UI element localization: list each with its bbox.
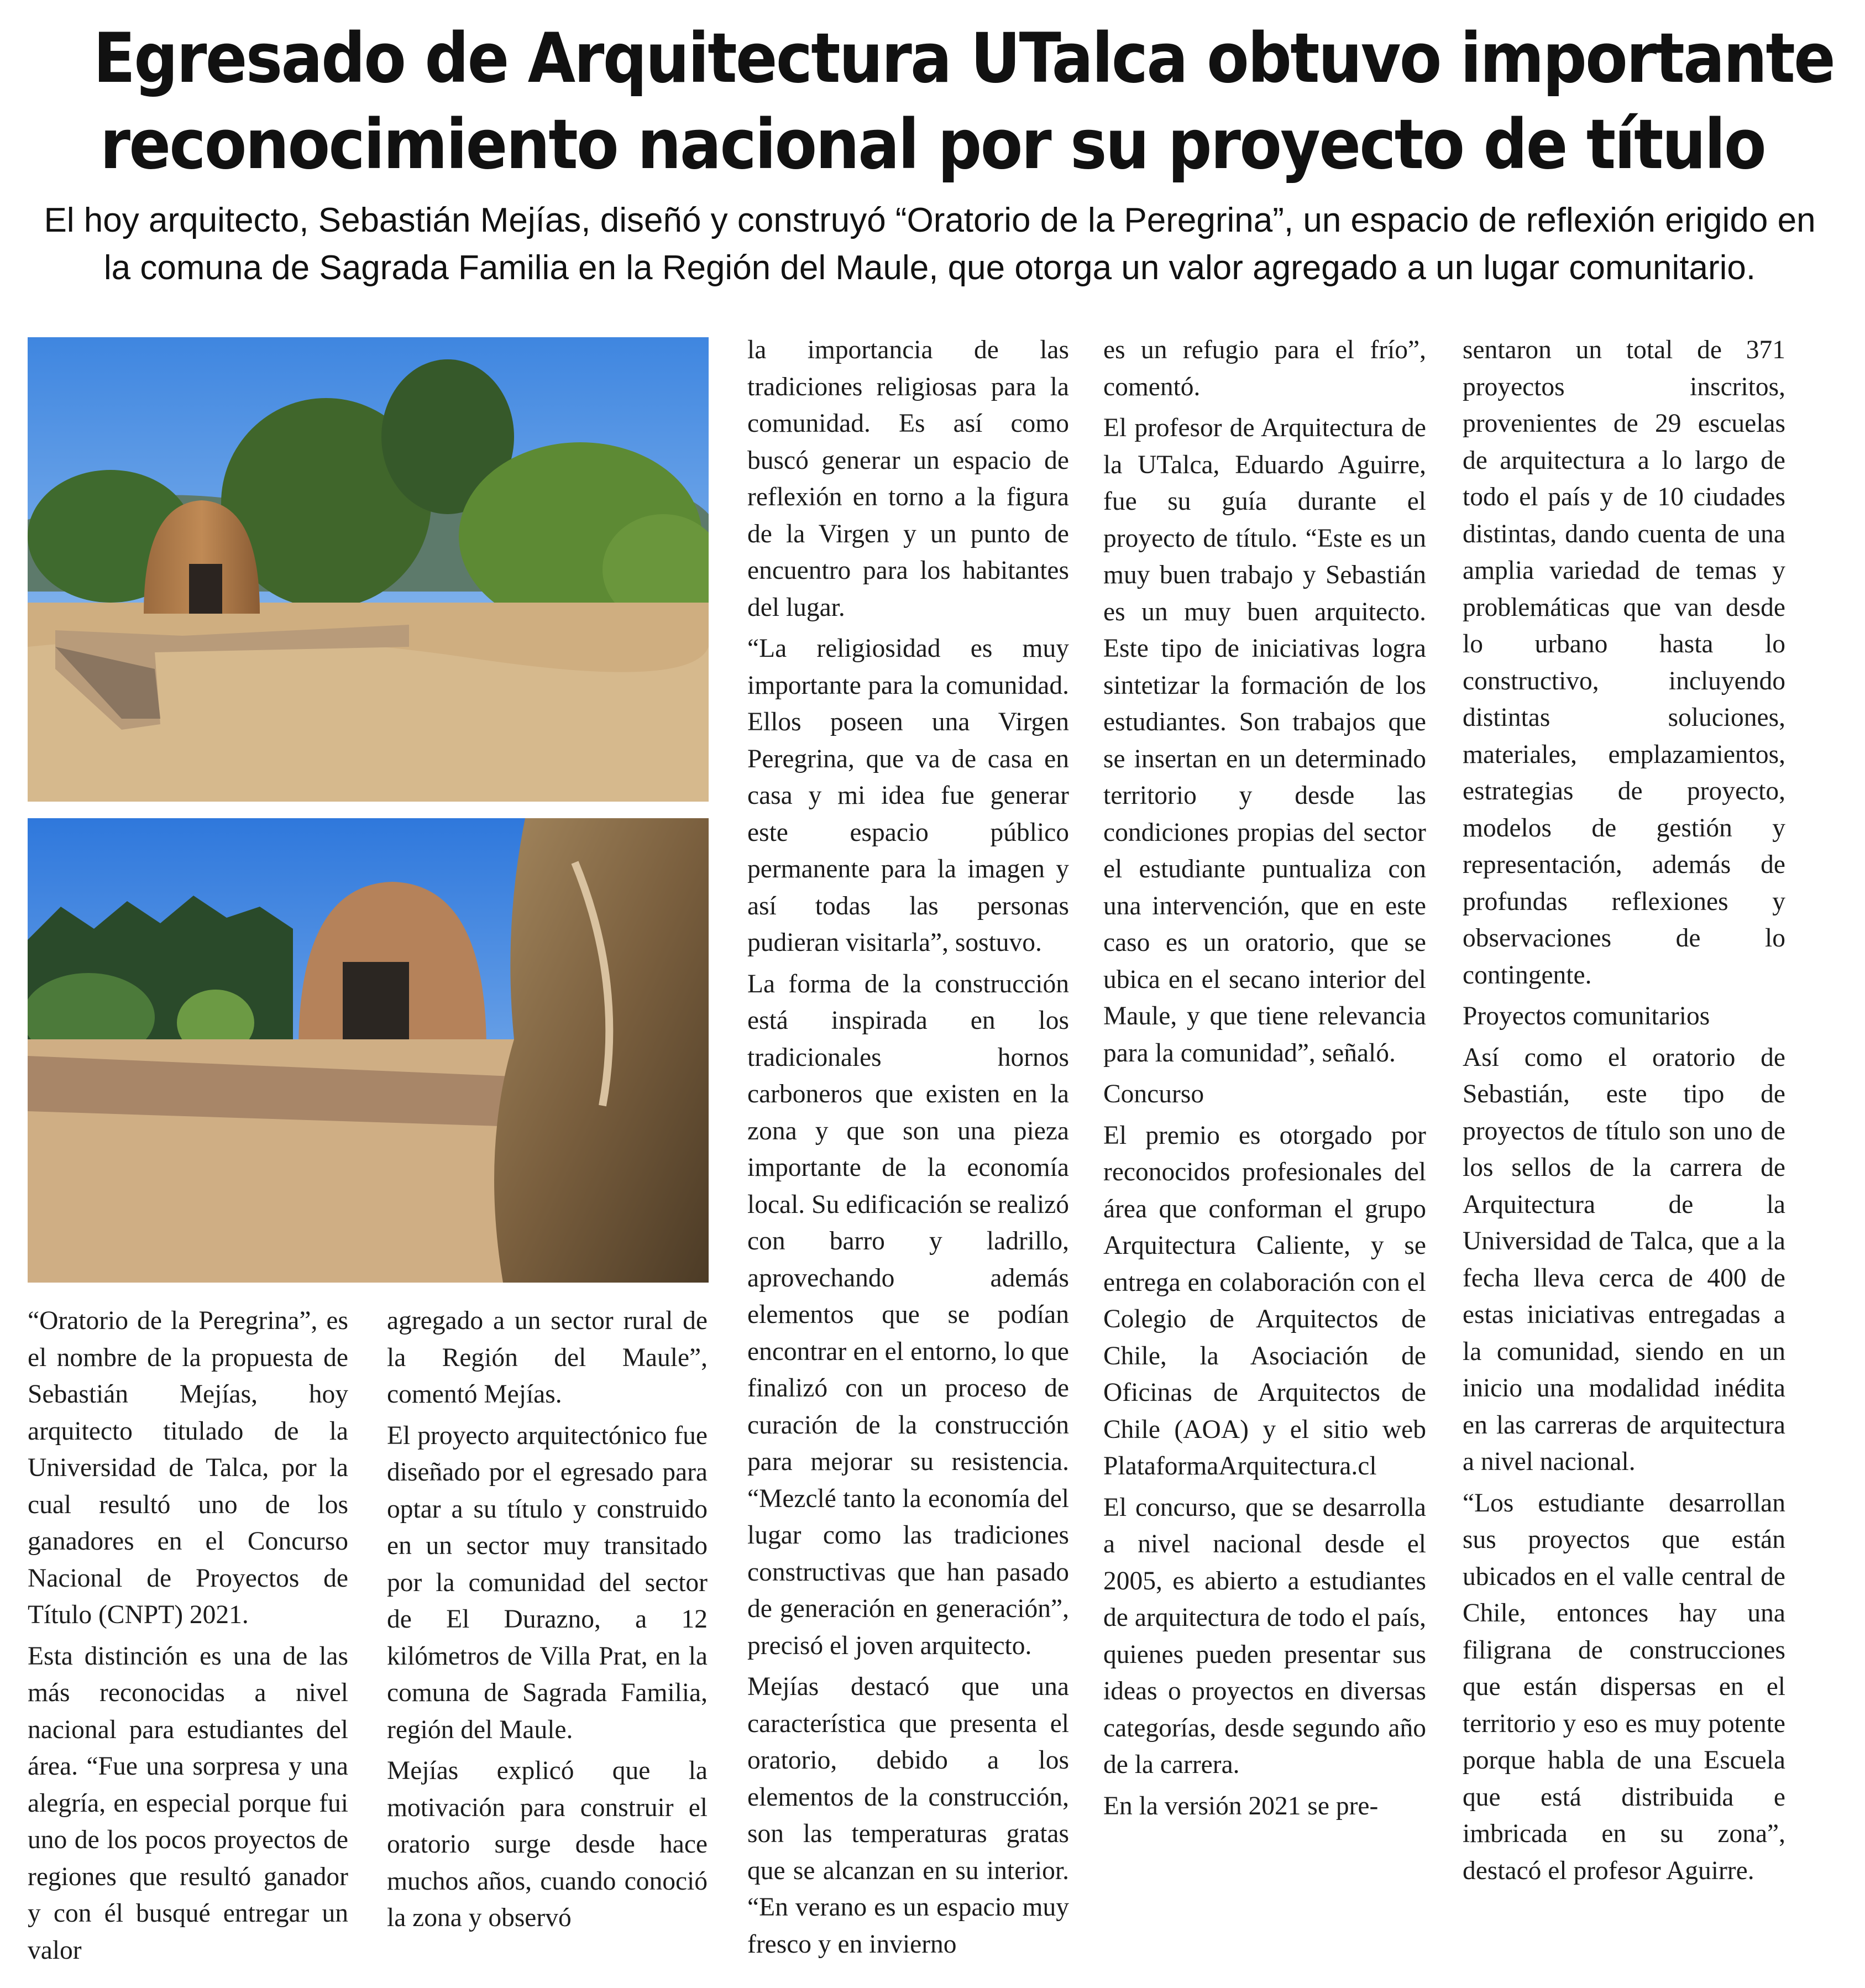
paragraph: sentaron un total de 371 proyectos inscritos, provenientes de 29 escuelas de arquitectura a lo largo de todo el país y de 10 ciudades distintas, dando cuenta de una amplia variedad de temas y problemáticas que van desde lo urbano hasta lo constructivo, incluyendo distintas soluciones, materiales, emplazamientos, estrategias de proyecto, modelos de gestión y representación, además de profundas reflexiones y observaciones de lo contingente. bbox=[1463, 336, 1785, 990]
paragraph: El profesor de Arquitectura de la UTalca, Eduardo Aguirre, fue su guía durante el proyecto de título. “Este es un muy buen trabajo y Sebastián es un muy buen arquitecto. Este tipo de iniciativas logra sintetizar la formación de los estudiantes. Son trabajos que se insertan en un determinado territorio y desde las condiciones propias del sector el estudiante puntualiza con una intervención, que en este caso es un oratorio, que se ubica en el secano interior del Maule, y que tiene relevancia para la comunidad”, señaló. bbox=[1103, 414, 1426, 1068]
paragraph: La forma de la construcción está inspirada en los tradicionales hornos carboneros que existen en la zona y que son una pieza importante de la economía local. Su edificación se realizó con barro y ladrillo, aprovechando además elementos que se podían encontrar en el entorno, lo que finalizó con un proceso de curación de la construcción para mejorar su resistencia. “Mezclé tanto la economía del lugar como las tradiciones constructivas que han pasado de generación en generación”, precisó el joven arquitecto. bbox=[747, 969, 1069, 1660]
paragraph: “Los estudiante desarrollan sus proyectos que están ubicados en el valle central de Chile, entonces hay una filigrana de construcciones que están dispersas en el territorio y eso es muy potente porque habla de una Escuela que está distribuida e imbricada en su zona”, destacó el profesor Aguirre. bbox=[1463, 1488, 1785, 1885]
column-4 bbox=[1103, 332, 1426, 1829]
deck-subtitle: El hoy arquitecto, Sebastián Mejías, diseñó y construyó “Oratorio de la Peregrina”, un espacio de reflexión erigido en la comuna de Sagrada Familia en la Región del Maule, que otorga un valor agregado a un lugar comunitario. bbox=[44, 201, 1816, 287]
column-1 bbox=[28, 1302, 348, 1973]
headline-line-2: reconocimiento nacional por su proyecto de título bbox=[99, 105, 1766, 185]
headline bbox=[93, 15, 1835, 188]
column-3 bbox=[747, 332, 1069, 1967]
column-5 bbox=[1463, 332, 1785, 1893]
paragraph: la importancia de las tradiciones religiosas para la comunidad. Es así como buscó generar un espacio de reflexión en torno a la figura de la Virgen y un punto de encuentro para los habitantes del lugar. bbox=[747, 336, 1069, 622]
paragraph: agregado a un sector rural de la Región del Maule”, comentó Mejías. bbox=[387, 1306, 708, 1409]
paragraph: es un refugio para el frío”, comentó. bbox=[1103, 336, 1426, 401]
paragraph: En la versión 2021 se pre- bbox=[1103, 1791, 1379, 1820]
subheading-concurso: Concurso bbox=[1103, 1080, 1204, 1108]
subheading-proyectos-comunitarios: Proyectos comunitarios bbox=[1463, 1002, 1710, 1030]
paragraph: “Oratorio de la Peregrina”, es el nombre de la propuesta de Sebastián Mejías, hoy arquitecto titulado de la Universidad de Talca, por la cual resultó uno de los ganadores en el Concurso Nacional de Proyectos de Título (CNPT) 2021. bbox=[28, 1306, 348, 1629]
paragraph: Así como el oratorio de Sebastián, este tipo de proyectos de título son uno de los sellos de la carrera de Arquitectura de la Universidad de Talca, que a la fecha lleva cerca de 400 de estas iniciativas entregadas a la comunidad, siendo en un inicio una modalidad inédita en las carreras de arquitectura a nivel nacional. bbox=[1463, 1043, 1785, 1476]
paragraph: El concurso, que se desarrolla a nivel nacional desde el 2005, es abierto a estudiantes de arquitectura de todo el país, quienes pueden presentar sus ideas o proyectos en diversas categorías, desde segundo año de la carrera. bbox=[1103, 1493, 1426, 1779]
paragraph: El proyecto arquitectónico fue diseñado por el egresado para optar a su título y construido en un sector muy transitado por la comunidad del sector de El Durazno, a 12 kilómetros de Villa Prat, en la comuna de Sagrada Familia, región del Maule. bbox=[387, 1421, 708, 1744]
headline-line-1: Egresado de Arquitectura UTalca obtuvo importante bbox=[93, 19, 1835, 98]
paragraph: Mejías explicó que la motivación para construir el oratorio surge desde hace muchos años, cuando conoció la zona y observó bbox=[387, 1756, 708, 1932]
column-2 bbox=[387, 1302, 708, 1941]
paragraph: Mejías destacó que una característica que presenta el oratorio, debido a los elementos de la construcción, son las temperaturas gratas que se alcanzan en su interior. “En verano es un espacio muy fresco y en invierno bbox=[747, 1672, 1069, 1959]
photo-oratorio-closeup bbox=[28, 818, 709, 1283]
paragraph: “La religiosidad es muy importante para la comunidad. Ellos poseen una Virgen Peregrina, que va de casa en casa y mi idea fue generar este espacio público permanente para la imagen y así todas las personas pudieran visitarla”, sostuvo. bbox=[747, 634, 1069, 957]
photo-oratorio-field bbox=[28, 337, 709, 802]
paragraph: El premio es otorgado por reconocidos profesionales del área que conforman el grupo Arquitectura Caliente, y se entrega en colaboración con el Colegio de Arquitectos de Chile, la Asociación de Oficinas de Arquitectos de Chile (AOA) y el sitio web PlataformaArquitectura.cl bbox=[1103, 1121, 1426, 1480]
paragraph: Esta distinción es una de las más reconocidas a nivel nacional para estudiantes del área. “Fue una sorpresa y una alegría, en especial porque fui uno de los pocos proyectos de regiones que resultó ganador y con él busqué entregar un valor bbox=[28, 1641, 348, 1965]
